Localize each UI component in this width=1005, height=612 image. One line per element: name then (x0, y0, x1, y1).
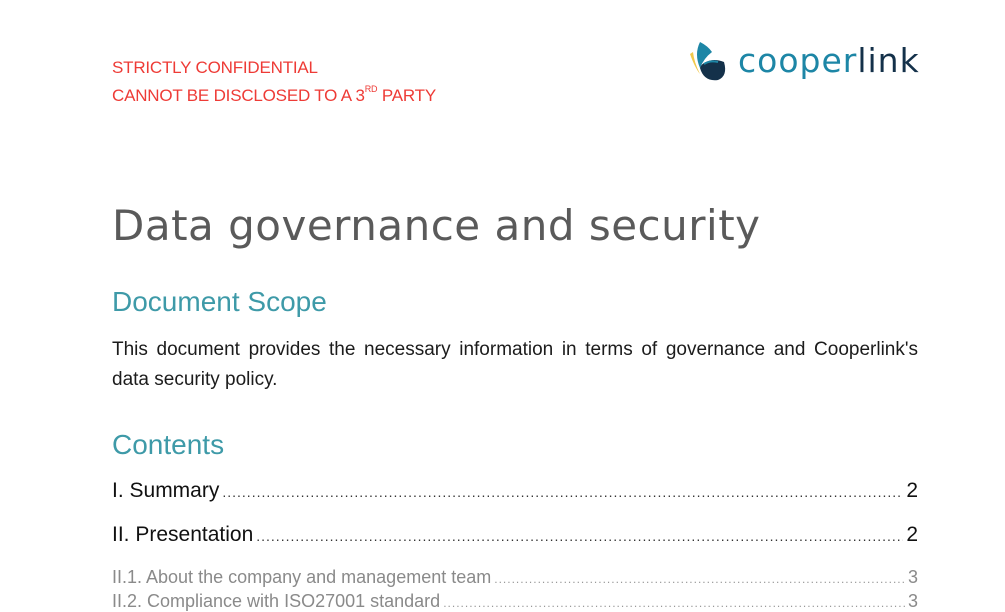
toc-dot-leader (443, 596, 905, 610)
contents-heading: Contents (112, 429, 225, 460)
toc-entry-summary[interactable] (112, 479, 918, 503)
toc-entry-page: 2 (906, 523, 918, 546)
confidential-line-1: STRICTLY CONFIDENTIAL (112, 58, 318, 77)
scope-heading: Document Scope (112, 286, 327, 317)
toc-entry-presentation[interactable] (112, 523, 918, 547)
cooperlink-logo (686, 38, 920, 82)
toc-dot-leader (494, 572, 905, 586)
logo-text-cooper: cooper (738, 40, 858, 80)
toc-entry-page: 2 (906, 479, 918, 502)
confidential-line-2 (112, 86, 436, 106)
toc-entry-iso-compliance[interactable] (112, 591, 918, 612)
logo-wordmark (738, 41, 920, 80)
toc-dot-leader (222, 484, 903, 500)
toc-entry-page: 3 (907, 567, 918, 587)
toc-entry-about-company[interactable] (112, 567, 918, 588)
toc-dot-leader (256, 528, 903, 544)
ordinal-superscript: RD (364, 84, 378, 95)
confidential-line-2-suffix: PARTY (377, 86, 436, 105)
butterfly-icon (686, 38, 730, 82)
scope-paragraph: This document provides the necessary information in terms of governance and Cooperlink's data security policy. (112, 339, 918, 390)
document-title: Data governance and security (112, 201, 761, 250)
toc-entry-label: II.1. About the company and management team (112, 567, 492, 587)
toc-entry-page: 3 (907, 591, 918, 611)
toc-entry-label: II.2. Compliance with ISO27001 standard (112, 591, 441, 611)
toc-entry-label: II. Presentation (112, 523, 254, 546)
toc-entry-label: I. Summary (112, 479, 220, 502)
logo-text-link: link (857, 40, 920, 80)
confidential-line-2-prefix: CANNOT BE DISCLOSED TO A 3 (112, 86, 365, 105)
